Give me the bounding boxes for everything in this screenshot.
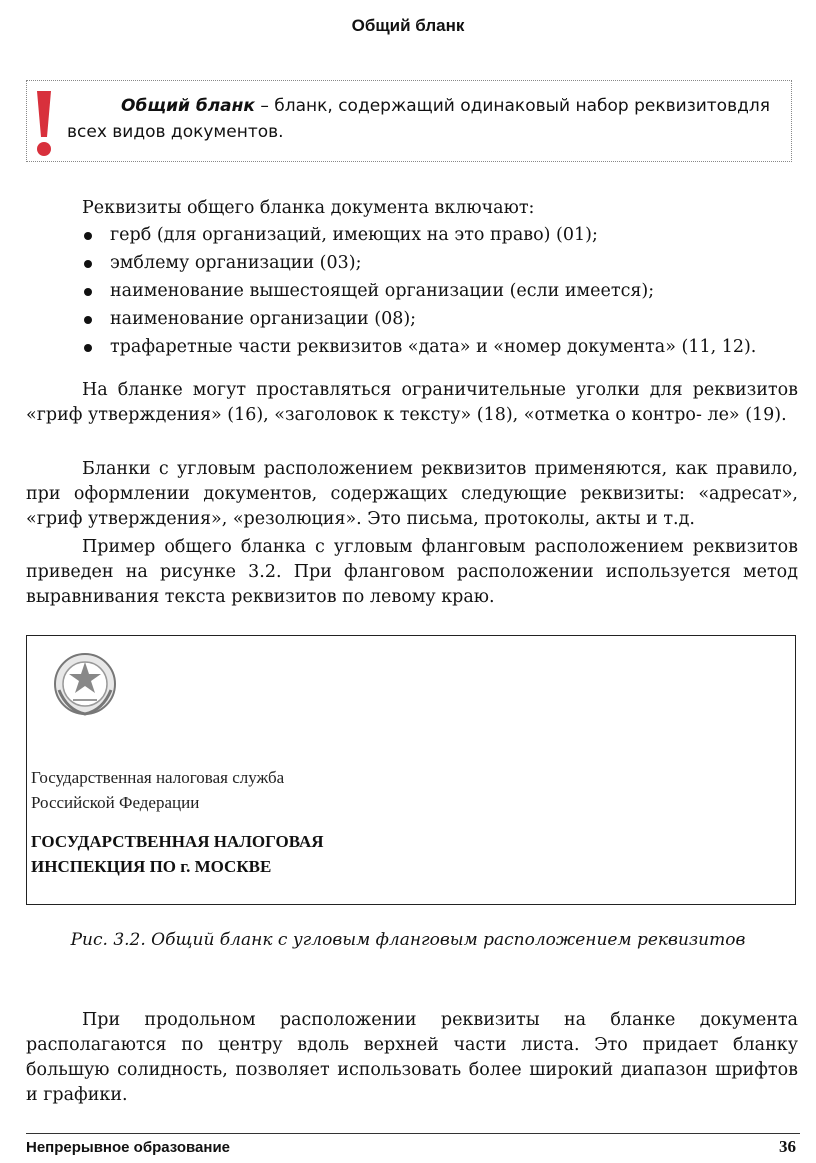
requisites-list	[82, 221, 798, 361]
requisites-lead: Реквизиты общего бланка документа включают:	[82, 198, 535, 218]
list-item: герб (для организаций, имеющих на это право) (01);	[82, 221, 798, 249]
figure-inspection-line2: ИНСПЕКЦИЯ ПО г. МОСКВЕ	[31, 857, 272, 876]
blank-figure	[26, 635, 796, 905]
definition-text	[67, 93, 779, 145]
page-number: 36	[779, 1137, 796, 1156]
figure-inspection-line1: ГОСУДАРСТВЕННАЯ НАЛОГОВАЯ	[31, 832, 324, 851]
footer-divider	[26, 1133, 800, 1134]
exclamation-icon	[31, 87, 57, 159]
figure-caption: Рис. 3.2. Общий бланк с угловым фланговым расположением реквизитов	[70, 930, 746, 950]
list-item: наименование организации (08);	[82, 305, 798, 333]
figure-service-name: Государственная налоговая служба	[31, 768, 285, 787]
page-title: Общий бланк	[351, 16, 465, 35]
paragraph-corners: На бланке могут проставляться ограничительные уголки для реквизитов «гриф утверждения» (16), «заголовок к тексту» (18), «отметка о контро- ле» (19).	[26, 380, 798, 425]
list-item: эмблему организации (03);	[82, 249, 798, 277]
coat-of-arms-emblem	[49, 650, 121, 720]
list-item: наименование вышестоящей организации (если имеется);	[82, 277, 798, 305]
footer-series-title: Непрерывное образование	[26, 1139, 231, 1156]
paragraph-example: Пример общего бланка с угловым фланговым расположением реквизитов приведен на рисунке 3.2. При фланговом расположении используется метод выравнивания текста реквизитов по левому краю.	[26, 537, 798, 607]
paragraph-longitudinal: При продольном расположении реквизиты на бланке документа располагаются по центру вдоль верхней части листа. Это придает бланку большую солидность, позволяет использовать более широкий диапазон шрифтов и графики.	[26, 1010, 798, 1105]
definition-term: Общий бланк	[121, 96, 255, 116]
paragraph-corner-layout: Бланки с угловым расположением реквизитов применяются, как правило, при оформлении документов, содержащих следующие реквизиты: «адресат», «гриф утверждения», «резолюция». Это письма, протоколы, акты и т.д.	[26, 459, 798, 529]
definition-note	[26, 80, 792, 162]
list-item: трафаретные части реквизитов «дата» и «номер документа» (11, 12).	[82, 333, 798, 361]
figure-country-name: Российской Федерации	[31, 793, 200, 812]
definition-body: – бланк, содержащий одинаковый набор реквизитовдля всех видов документов.	[67, 96, 770, 142]
